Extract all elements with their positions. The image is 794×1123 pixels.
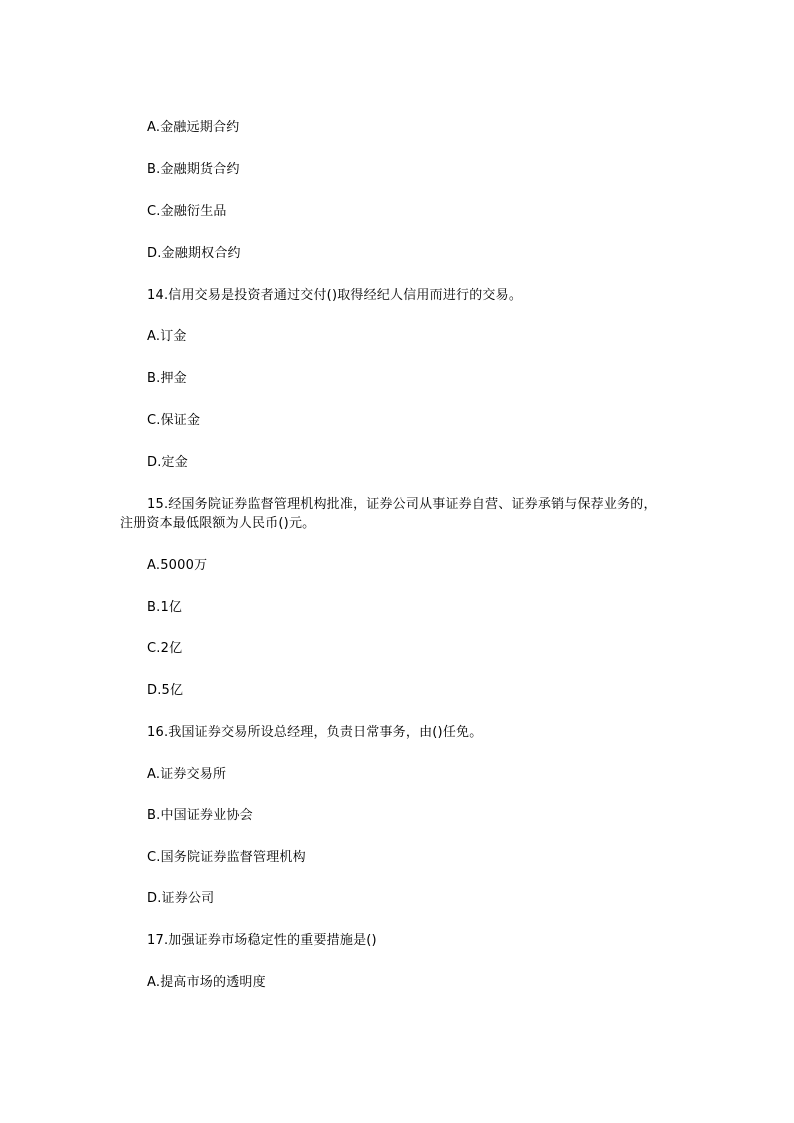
q13-option-d: D.金融期权合约 bbox=[147, 246, 241, 261]
q16-option-d: D.证券公司 bbox=[147, 891, 215, 906]
q16-option-a: A.证券交易所 bbox=[147, 767, 227, 782]
q16-option-c: C.国务院证券监督管理机构 bbox=[147, 850, 306, 865]
q13-option-a: A.金融远期合约 bbox=[147, 120, 240, 135]
q15-option-d: D.5亿 bbox=[147, 683, 184, 698]
q13-option-c: C.金融衍生品 bbox=[147, 204, 227, 219]
q14-option-b: B.押金 bbox=[147, 371, 187, 386]
q14-option-c: C.保证金 bbox=[147, 413, 201, 428]
q14-option-d: D.定金 bbox=[147, 455, 188, 470]
q17-question: 17.加强证券市场稳定性的重要措施是() bbox=[147, 933, 377, 948]
q17-option-a: A.提高市场的透明度 bbox=[147, 975, 266, 990]
q15-option-b: B.1亿 bbox=[147, 600, 183, 615]
q15-option-a: A.5000万 bbox=[147, 558, 208, 573]
q15-option-c: C.2亿 bbox=[147, 641, 183, 656]
q16-option-b: B.中国证券业协会 bbox=[147, 808, 253, 823]
q14-question: 14.信用交易是投资者通过交付()取得经纪人信用而进行的交易。 bbox=[147, 288, 523, 303]
q13-option-b: B.金融期货合约 bbox=[147, 162, 240, 177]
q15-question-line1: 15.经国务院证券监督管理机构批准，证券公司从事证券自营、证券承销与保荐业务的， bbox=[147, 497, 657, 512]
q15-question-line2: 注册资本最低限额为人民币()元。 bbox=[120, 516, 316, 531]
q14-option-a: A.订金 bbox=[147, 329, 187, 344]
q16-question: 16.我国证券交易所设总经理，负责日常事务，由()任免。 bbox=[147, 725, 483, 740]
